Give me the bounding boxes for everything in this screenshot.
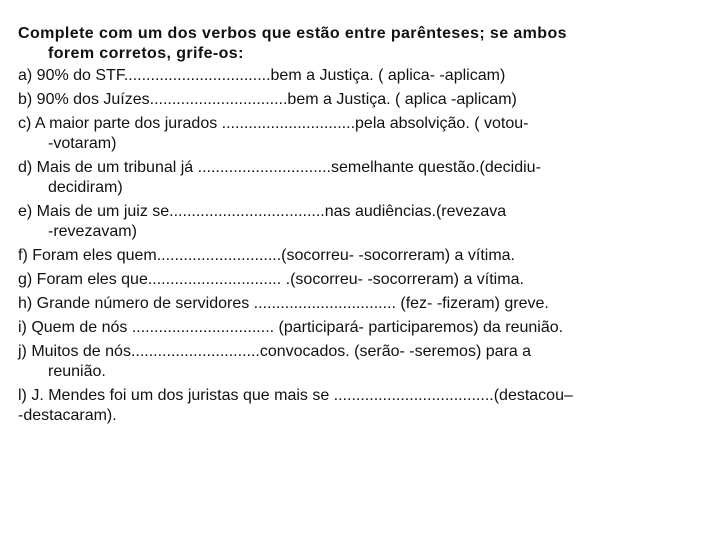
instruction-text [18,24,704,64]
exercise-item-h [18,294,704,314]
exercise-item-c-text: c) A maior parte dos jurados ..............................pela absolvição. ( votou- [18,115,529,132]
exercise-item-j-text: j) Muitos de nós.............................convocados. (serão- -seremos) para a [18,343,532,360]
exercise-item-b-text: b) 90% dos Juízes...............................bem a Justiça. ( aplica -aplicam) [18,91,517,108]
exercise-item-e-text: e) Mais de um juiz se...................................nas audiências.(revezava [18,203,507,220]
exercise-item-d-continuation: decidiram) [48,179,123,196]
exercise-item-c-continuation: -votaram) [48,135,117,152]
exercise-item-j [18,342,704,382]
exercise-item-d-text: d) Mais de um tribunal já ..............................semelhante questão.(decidiu- [18,159,541,176]
exercise-item-d [18,158,704,198]
exercise-item-f [18,246,704,266]
exercise-item-e [18,202,704,242]
exercise-document [18,24,704,430]
exercise-item-l-continuation: -destacaram). [18,407,117,424]
exercise-item-g [18,270,704,290]
exercise-item-h-text: h) Grande número de servidores ................................ (fez- -fizeram) greve. [18,295,549,312]
exercise-item-a-text: a) 90% do STF.................................bem a Justiça. ( aplica- -aplicam) [18,67,506,84]
exercise-item-i-text: i) Quem de nós ................................ (participará- participaremos) da reunião. [18,319,564,336]
exercise-item-e-continuation: -revezavam) [48,223,137,240]
exercise-item-a [18,66,704,86]
exercise-item-c [18,114,704,154]
exercise-item-g-text: g) Foram eles que.............................. .(socorreu- -socorreram) a vítima. [18,271,524,288]
instruction-line-2: forem corretos, grife-os: [48,45,244,62]
exercise-item-i [18,318,704,338]
instruction-line-1: Complete com um dos verbos que estão entre parênteses; se ambos [18,25,567,42]
exercise-item-l-text: l) J. Mendes foi um dos juristas que mais se ....................................(destacou– [18,387,573,404]
exercise-item-b [18,90,704,110]
exercise-item-l [18,386,704,426]
exercise-item-f-text: f) Foram eles quem............................(socorreu- -socorreram) a vítima. [18,247,515,264]
exercise-item-j-continuation: reunião. [48,363,106,380]
